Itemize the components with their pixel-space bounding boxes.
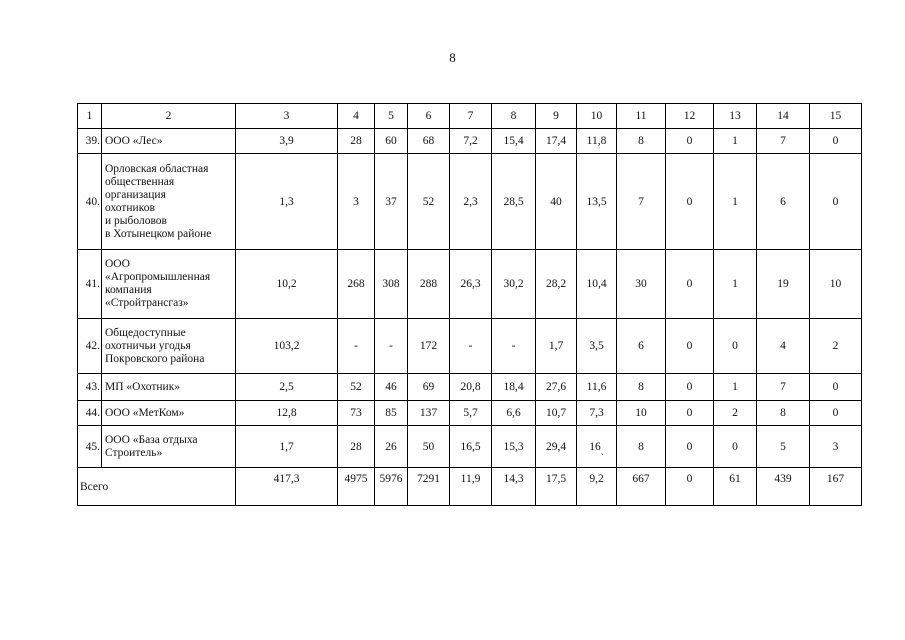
table-cell: 26,3: [450, 250, 492, 319]
table-cell: 0: [666, 401, 714, 426]
organization-name: Общедоступные охотничьи угодья Покровского района: [102, 319, 236, 374]
table-cell: 0: [810, 401, 862, 426]
table-row: [78, 319, 862, 374]
table-cell: 2: [714, 401, 757, 426]
table-cell: 268: [338, 250, 375, 319]
total-cell: 417,3: [236, 468, 338, 506]
table-cell: 6: [617, 319, 666, 374]
column-header: 3: [236, 104, 338, 129]
table-cell: 6,6: [492, 401, 536, 426]
table-cell: 20,8: [450, 374, 492, 401]
table-cell: 1: [714, 154, 757, 250]
row-number: 43.: [78, 374, 102, 401]
column-header: 1: [78, 104, 102, 129]
table-cell: 0: [666, 374, 714, 401]
total-cell: 9,2: [577, 468, 617, 506]
row-number: 45.: [78, 426, 102, 468]
table-cell: -: [338, 319, 375, 374]
column-header: 8: [492, 104, 536, 129]
row-number: 42.: [78, 319, 102, 374]
total-cell: 167: [810, 468, 862, 506]
table-row: [78, 250, 862, 319]
column-header: 5: [375, 104, 408, 129]
table-row: [78, 401, 862, 426]
table-cell: 0: [666, 129, 714, 154]
table-cell: 0: [810, 374, 862, 401]
table-cell: 40: [536, 154, 577, 250]
total-cell: 439: [757, 468, 810, 506]
column-header: 14: [757, 104, 810, 129]
table-cell: 52: [408, 154, 450, 250]
table-cell: 8: [757, 401, 810, 426]
table-cell: 3,5: [577, 319, 617, 374]
table-row: [78, 129, 862, 154]
table-cell: 0: [666, 250, 714, 319]
table-cell: 50: [408, 426, 450, 468]
table-cell: 37: [375, 154, 408, 250]
table-row: [78, 154, 862, 250]
total-cell: 4975: [338, 468, 375, 506]
column-header: 4: [338, 104, 375, 129]
row-number: 40.: [78, 154, 102, 250]
total-cell: 667: [617, 468, 666, 506]
table-cell: 8: [617, 374, 666, 401]
table-cell: 1,7: [536, 319, 577, 374]
total-cell: 0: [666, 468, 714, 506]
column-header: 13: [714, 104, 757, 129]
table-cell: 69: [408, 374, 450, 401]
table-cell: 28: [338, 426, 375, 468]
table-cell: 11,8: [577, 129, 617, 154]
table-cell: 0: [810, 129, 862, 154]
table-cell: 60: [375, 129, 408, 154]
table-cell: 52: [338, 374, 375, 401]
table-cell: 6: [757, 154, 810, 250]
table-cell: 10,7: [536, 401, 577, 426]
table-cell: 13,5: [577, 154, 617, 250]
column-header: 15: [810, 104, 862, 129]
table-cell: 12,8: [236, 401, 338, 426]
column-header: 12: [666, 104, 714, 129]
column-header: 6: [408, 104, 450, 129]
row-number: 41.: [78, 250, 102, 319]
total-cell: 17,5: [536, 468, 577, 506]
table-cell: 15,3: [492, 426, 536, 468]
organization-name: ООО «Агропромышленная компания «Стройтрансгаз»: [102, 250, 236, 319]
table-cell: 46: [375, 374, 408, 401]
table-cell: 4: [757, 319, 810, 374]
table-cell: 5,7: [450, 401, 492, 426]
total-cell: 7291: [408, 468, 450, 506]
table-cell: 103,2: [236, 319, 338, 374]
table-cell: 2,5: [236, 374, 338, 401]
table-cell: 7,3: [577, 401, 617, 426]
table-cell: 28,5: [492, 154, 536, 250]
total-row: [78, 468, 862, 506]
table-row: [78, 426, 862, 468]
table-cell: 73: [338, 401, 375, 426]
table-cell: 85: [375, 401, 408, 426]
total-cell: 5976: [375, 468, 408, 506]
table-cell: 172: [408, 319, 450, 374]
data-table: [77, 103, 862, 506]
column-header: 7: [450, 104, 492, 129]
table-cell: 0: [666, 426, 714, 468]
table-cell: 3: [338, 154, 375, 250]
column-header: 11: [617, 104, 666, 129]
column-header: 9: [536, 104, 577, 129]
table-cell: 0: [714, 319, 757, 374]
table-cell: 10,4: [577, 250, 617, 319]
table-cell: 10,2: [236, 250, 338, 319]
table-cell: 7: [757, 129, 810, 154]
table-cell: 11,6: [577, 374, 617, 401]
table-cell: 2,3: [450, 154, 492, 250]
table-cell: 7: [757, 374, 810, 401]
table-cell: 30: [617, 250, 666, 319]
table-cell: 0: [810, 154, 862, 250]
table-cell: 28,2: [536, 250, 577, 319]
table-cell: -: [492, 319, 536, 374]
table-cell: 0: [666, 154, 714, 250]
pen-mark: ˎ: [600, 444, 604, 455]
table-cell: -: [450, 319, 492, 374]
table-cell: 16,5: [450, 426, 492, 468]
column-header: 10: [577, 104, 617, 129]
total-label: Всего: [78, 468, 236, 506]
organization-name: МП «Охотник»: [102, 374, 236, 401]
table-cell: 7: [617, 154, 666, 250]
table-cell: 18,4: [492, 374, 536, 401]
table-cell: 5: [757, 426, 810, 468]
table-cell: 29,4: [536, 426, 577, 468]
table-row: [78, 374, 862, 401]
table-cell: 30,2: [492, 250, 536, 319]
table-cell: 2: [810, 319, 862, 374]
table-cell: 3,9: [236, 129, 338, 154]
row-number: 44.: [78, 401, 102, 426]
row-number: 39.: [78, 129, 102, 154]
page-number: 8: [449, 50, 456, 65]
table-cell: 288: [408, 250, 450, 319]
table-cell: 1: [714, 374, 757, 401]
table-cell: 1,7: [236, 426, 338, 468]
organization-name: Орловская областная общественная организация охотников и рыболовов в Хотынецком районе: [102, 154, 236, 250]
total-cell: 11,9: [450, 468, 492, 506]
table-cell: -: [375, 319, 408, 374]
table-cell: 1: [714, 129, 757, 154]
table-cell: 27,6: [536, 374, 577, 401]
table-cell: 137: [408, 401, 450, 426]
table-cell: $16_ˎ$: [577, 426, 617, 468]
table-cell: 26: [375, 426, 408, 468]
table-cell: 1: [714, 250, 757, 319]
total-cell: 14,3: [492, 468, 536, 506]
table-cell: 17,4: [536, 129, 577, 154]
column-header: 2: [102, 104, 236, 129]
table-cell: 7,2: [450, 129, 492, 154]
table-cell: 8: [617, 129, 666, 154]
table-cell: 10: [810, 250, 862, 319]
table-cell: 15,4: [492, 129, 536, 154]
table-cell: 8: [617, 426, 666, 468]
table-cell: 308: [375, 250, 408, 319]
table-cell: 10: [617, 401, 666, 426]
header-row: [78, 104, 862, 129]
organization-name: ООО «МетКом»: [102, 401, 236, 426]
table-cell: 19: [757, 250, 810, 319]
table-cell: 1,3: [236, 154, 338, 250]
organization-name: ООО «База отдыха Строитель»: [102, 426, 236, 468]
organization-name: ООО «Лес»: [102, 129, 236, 154]
table-cell: 0: [666, 319, 714, 374]
table-cell: 0: [714, 426, 757, 468]
table-cell: 68: [408, 129, 450, 154]
total-cell: 61: [714, 468, 757, 506]
table-cell: 3: [810, 426, 862, 468]
table-cell: 28: [338, 129, 375, 154]
